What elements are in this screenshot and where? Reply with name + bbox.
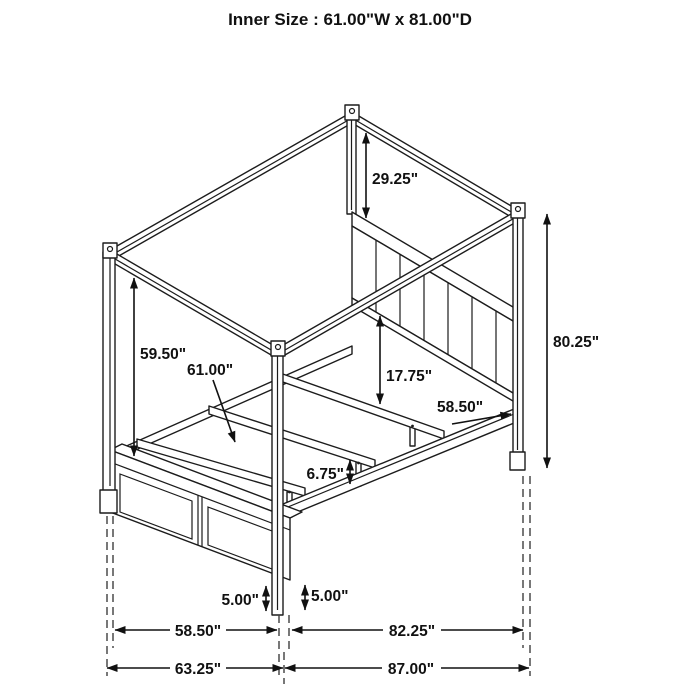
front-post xyxy=(272,350,283,615)
dim-label-overall-width: 63.25" xyxy=(174,661,222,678)
canopy-rail-line xyxy=(110,256,278,354)
slat-bolt xyxy=(357,462,360,465)
canopy-frame xyxy=(110,112,518,261)
footboard-front-face xyxy=(110,450,290,580)
dim-label-center-leg: 6.75" xyxy=(306,466,344,483)
dim-label-inner-width: 61.00" xyxy=(187,362,234,379)
canopy-rail-line xyxy=(352,118,518,216)
corner-cap xyxy=(103,243,117,258)
corner-cap xyxy=(511,203,525,218)
right-post-foot xyxy=(510,452,525,470)
dim-label-under-canopy: 59.50" xyxy=(140,346,187,363)
dim-label-headboard-to-slats: 17.75" xyxy=(386,368,433,385)
corner-cap xyxy=(271,341,285,356)
slat-bolt xyxy=(288,491,291,494)
left-post xyxy=(100,252,117,513)
headboard-panel xyxy=(352,226,518,396)
dim-label-overall-depth: 87.00" xyxy=(387,661,435,678)
dim-label-overall-height: 80.25" xyxy=(553,334,600,351)
right-side-rail-edge xyxy=(283,414,514,509)
slat-bolt xyxy=(411,425,414,428)
right-side-rail xyxy=(283,409,514,518)
dim-label-foot-clearance-right: 5.00" xyxy=(311,588,349,605)
right-side-rail-board xyxy=(283,409,514,518)
rear-post xyxy=(347,114,356,214)
dim-label-foot-clearance-left: 5.00" xyxy=(221,592,259,609)
dim-label-footboard-span: 58.50" xyxy=(174,623,222,640)
dim-label-side-rail: 58.50" xyxy=(437,399,484,416)
left-post-body xyxy=(103,252,115,492)
corner-cap xyxy=(345,105,359,120)
canopy-rail-line xyxy=(110,118,352,256)
inner-size-title: Inner Size : 61.00"W x 81.00"D xyxy=(228,10,472,29)
dim-label-rail-span: 82.25" xyxy=(388,623,436,640)
dim-label-canopy-to-headboard: 29.25" xyxy=(372,171,419,188)
headboard xyxy=(352,212,518,404)
left-post-foot xyxy=(100,490,117,513)
